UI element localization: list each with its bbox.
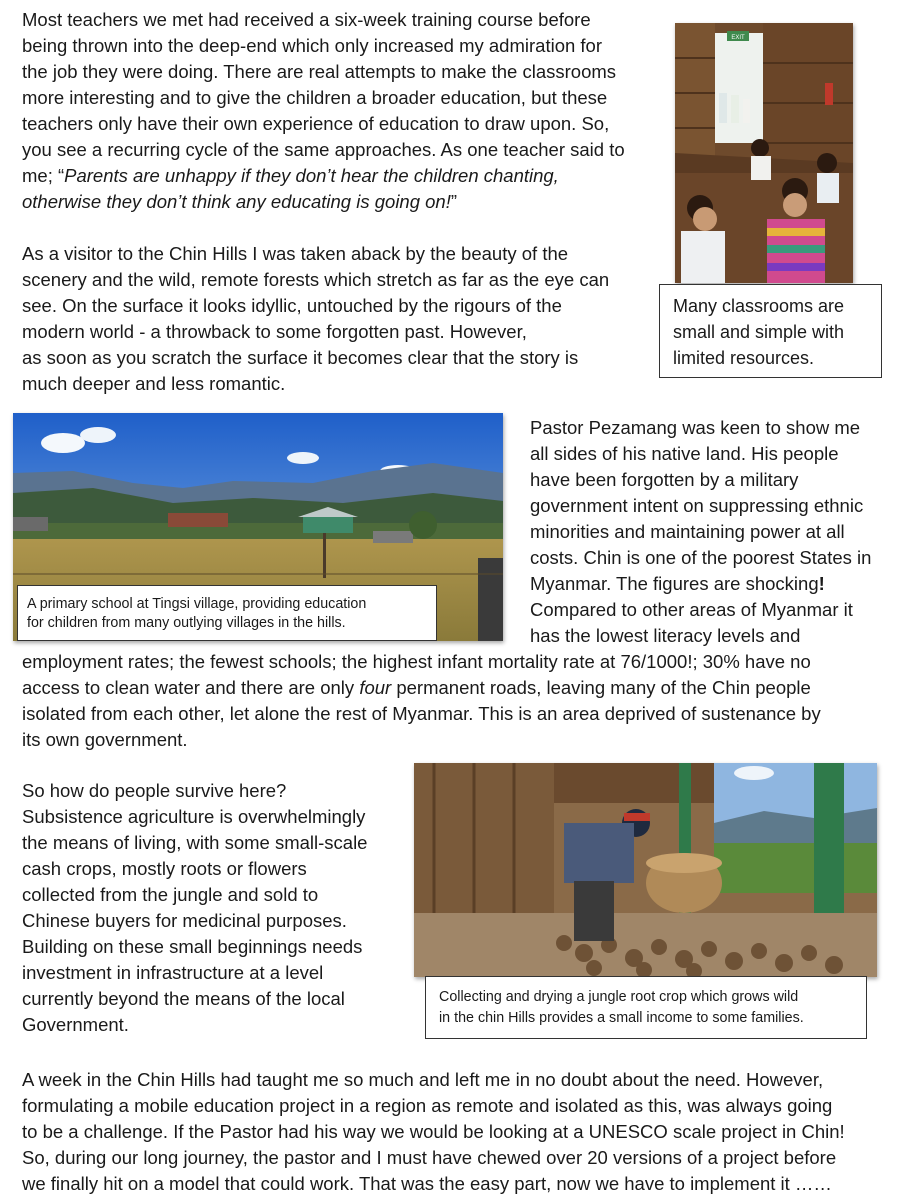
text-run: me; “ bbox=[22, 165, 65, 186]
root-crop-caption bbox=[425, 976, 867, 1039]
text-run: ” bbox=[450, 191, 458, 212]
text-line: Most teachers we met had received a six-week training course before bbox=[22, 9, 591, 30]
text-run: access to clean water and there are only bbox=[22, 677, 360, 698]
text-line: much deeper and less romantic. bbox=[22, 373, 286, 394]
text-line: currently beyond the means of the local bbox=[22, 988, 345, 1009]
text-line bbox=[22, 189, 625, 215]
text-line: employment rates; the fewest schools; the highest infant mortality rate at 76/1000!; 30% have no bbox=[22, 651, 811, 672]
text-line: So how do people survive here? bbox=[22, 780, 287, 801]
text-run: permanent roads, leaving many of the Chin people bbox=[391, 677, 811, 698]
text-line: have been forgotten by a military bbox=[530, 469, 799, 490]
text-line: Chinese buyers for medicinal purposes. bbox=[22, 910, 347, 931]
text-line: you see a recurring cycle of the same approaches. As one teacher said to bbox=[22, 139, 625, 160]
text-line: minorities and maintaining power at all bbox=[530, 521, 845, 542]
text-line: government intent on suppressing ethnic bbox=[530, 495, 864, 516]
text-line: we finally hit on a model that could work. That was the easy part, now we have to implement it …… bbox=[22, 1173, 832, 1194]
paragraph-teachers bbox=[22, 7, 625, 215]
text-line: teachers only have their own experience of education to draw upon. So, bbox=[22, 113, 610, 134]
emphasis: four bbox=[359, 677, 392, 698]
paragraph-chin-hills bbox=[22, 241, 609, 397]
root-crop-illustration bbox=[414, 763, 877, 977]
root-crop-photo bbox=[414, 763, 877, 977]
text-line bbox=[530, 571, 871, 597]
text-line: As a visitor to the Chin Hills I was taken aback by the beauty of the bbox=[22, 243, 569, 264]
caption-line: in the chin Hills provides a small income to some families. bbox=[439, 1010, 804, 1026]
classroom-caption bbox=[659, 284, 882, 378]
text-line: all sides of his native land. His people bbox=[530, 443, 839, 464]
classroom-illustration bbox=[675, 23, 853, 283]
text-run: Myanmar. The figures are shocking bbox=[530, 573, 819, 594]
caption-line: Many classrooms are bbox=[673, 296, 845, 316]
text-line: Compared to other areas of Myanmar it bbox=[530, 599, 853, 620]
classroom-photo bbox=[675, 23, 853, 283]
text-line: has the lowest literacy levels and bbox=[530, 625, 801, 646]
text-line: A week in the Chin Hills had taught me so much and left me in no doubt about the need. However, bbox=[22, 1069, 824, 1090]
paragraph-survival bbox=[22, 778, 367, 1038]
text-line: scenery and the wild, remote forests which stretch as far as the eye can bbox=[22, 269, 610, 290]
text-run: ! bbox=[818, 573, 825, 594]
paragraph-conclusion bbox=[22, 1067, 845, 1197]
text-line: cash crops, mostly roots or flowers bbox=[22, 858, 307, 879]
caption-line: A primary school at Tingsi village, providing education bbox=[27, 596, 367, 612]
text-line: to be a challenge. If the Pastor had his way we would be looking at a UNESCO scale project in Chin! bbox=[22, 1121, 845, 1142]
text-line: Pastor Pezamang was keen to show me bbox=[530, 417, 861, 438]
teacher-quote: otherwise they don’t think any educating is going on! bbox=[22, 191, 451, 212]
caption-line: Collecting and drying a jungle root crop which grows wild bbox=[439, 989, 799, 1005]
text-line: So, during our long journey, the pastor and I must have chewed over 20 versions of a project before bbox=[22, 1147, 837, 1168]
exit-sign-label: EXIT bbox=[731, 35, 745, 41]
text-line: the job they were doing. There are real attempts to make the classrooms bbox=[22, 61, 617, 82]
paragraph-pastor-continued bbox=[22, 649, 821, 753]
text-line: formulating a mobile education project in a region as remote and isolated as this, was always going bbox=[22, 1095, 833, 1116]
text-line: its own government. bbox=[22, 729, 188, 750]
caption-line: limited resources. bbox=[673, 348, 815, 368]
text-line: Government. bbox=[22, 1014, 129, 1035]
school-caption bbox=[17, 585, 437, 641]
text-line: see. On the surface it looks idyllic, untouched by the rigours of the bbox=[22, 295, 562, 316]
text-line: collected from the jungle and sold to bbox=[22, 884, 319, 905]
caption-line: small and simple with bbox=[673, 322, 845, 342]
text-line: the means of living, with some small-scale bbox=[22, 832, 368, 853]
text-line: as soon as you scratch the surface it becomes clear that the story is bbox=[22, 347, 579, 368]
text-line: modern world - a throwback to some forgotten past. However, bbox=[22, 321, 527, 342]
text-line: investment in infrastructure at a level bbox=[22, 962, 324, 983]
caption-line: for children from many outlying villages in the hills. bbox=[27, 615, 346, 631]
text-line: more interesting and to give the children a broader education, but these bbox=[22, 87, 608, 108]
text-line: being thrown into the deep-end which only increased my admiration for bbox=[22, 35, 602, 56]
paragraph-pastor bbox=[530, 415, 871, 649]
text-line: Subsistence agriculture is overwhelmingly bbox=[22, 806, 366, 827]
text-line bbox=[22, 675, 821, 701]
teacher-quote: Parents are unhappy if they don’t hear the children chanting, bbox=[64, 165, 559, 186]
text-line: isolated from each other, let alone the rest of Myanmar. This is an area deprived of sustenance by bbox=[22, 703, 821, 724]
text-line: costs. Chin is one of the poorest States in bbox=[530, 547, 872, 568]
text-line: Building on these small beginnings needs bbox=[22, 936, 363, 957]
text-line bbox=[22, 163, 625, 189]
